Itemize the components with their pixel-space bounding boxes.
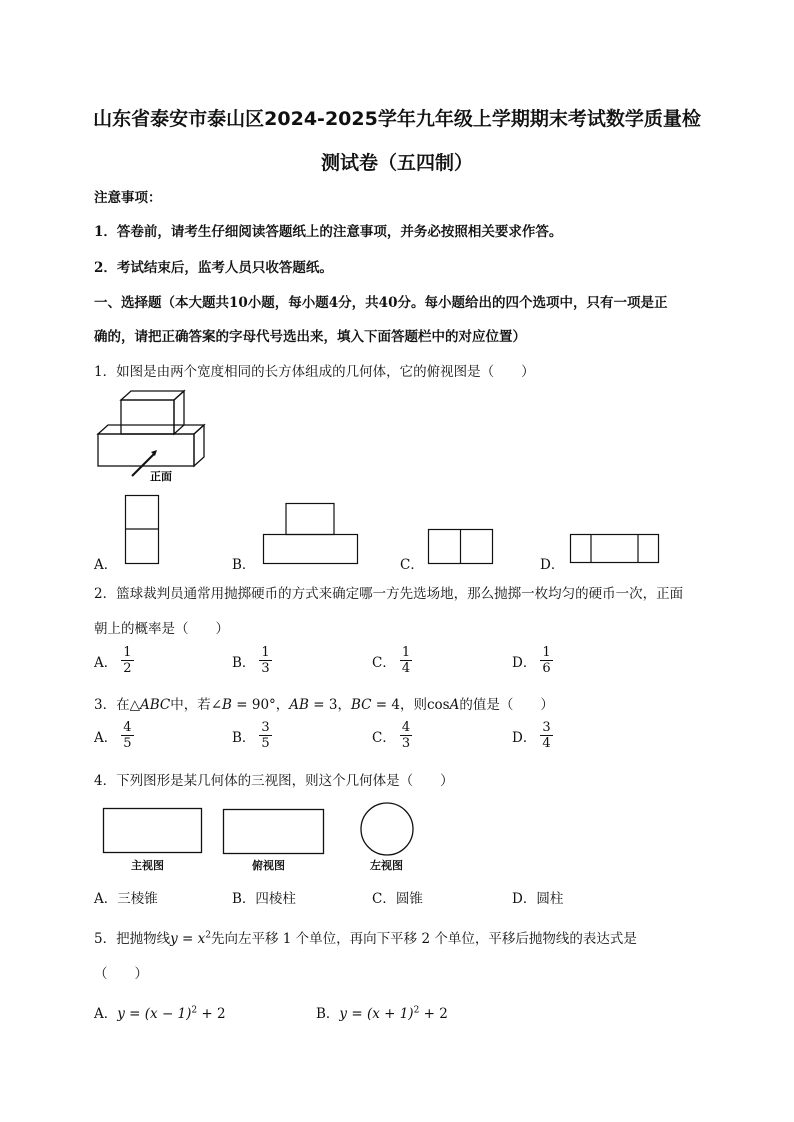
- q2-option-d-fraction: [540, 645, 552, 676]
- q5-option-b: [316, 1002, 448, 1022]
- numerator: 1: [542, 645, 551, 660]
- q1-option-b-label: B．: [232, 557, 256, 573]
- section1-heading-line1: 一、选择题（本大题共10小题，每小题4分，共40分。每小题给出的四个选项中，只有一项是正: [94, 295, 668, 311]
- q5-option-a: [94, 1002, 226, 1022]
- q5-option-a-exponent: 2: [191, 1005, 198, 1016]
- q2-option-c-label: C．: [372, 654, 396, 671]
- q5-var-y: y: [170, 931, 178, 947]
- denominator: 3: [401, 736, 411, 751]
- q1-option-c-label: C．: [400, 557, 424, 573]
- q3-option-a-fraction: [121, 720, 133, 751]
- q4-side-view: [359, 801, 415, 857]
- q3-option-c-label: C．: [372, 729, 396, 746]
- numerator: 1: [261, 645, 270, 660]
- q1-option-c-figure: [427, 528, 495, 566]
- q2-option-b-fraction: [259, 645, 271, 676]
- q5-option-a-expr: y = (x − 1): [117, 1006, 192, 1022]
- q3-option-c: [372, 720, 412, 751]
- q4-option-b: B．四棱柱: [232, 891, 296, 907]
- q4-top-view: [222, 808, 326, 856]
- denominator: 6: [542, 661, 551, 676]
- q1-option-d-label: D．: [540, 557, 565, 573]
- q3-option-c-fraction: [400, 720, 412, 751]
- numerator: 4: [123, 720, 132, 735]
- q3-stem-text: 的值是（ ）: [459, 697, 554, 713]
- q2-option-a-label: A．: [94, 654, 118, 671]
- q3-option-d-fraction: [540, 720, 552, 751]
- q3-stem: [94, 693, 554, 713]
- front-label: 正面: [150, 470, 172, 483]
- q5-option-a-tail: + 2: [197, 1006, 226, 1022]
- q3-option-d: [512, 720, 553, 751]
- q1-option-a-label: A．: [94, 557, 118, 573]
- numerator: 4: [401, 720, 411, 735]
- q2-option-d: [512, 645, 553, 676]
- q4-front-view: [102, 807, 204, 855]
- q3-stem-text: = 90°，: [231, 697, 290, 713]
- numerator: 3: [542, 720, 551, 735]
- q5-stem-line2: （ ）: [94, 966, 148, 982]
- q3-option-d-label: D．: [512, 729, 537, 746]
- q5-option-b-exponent: 2: [413, 1005, 420, 1016]
- q5-option-b-expr: y = (x + 1): [339, 1006, 414, 1022]
- notice-item-1: 1．答卷前，请考生仔细阅读答题纸上的注意事项，并务必按照相关要求作答。: [94, 224, 563, 240]
- q1-stem: 1．如图是由两个宽度相同的长方体组成的几何体，它的俯视图是（ ）: [94, 364, 535, 380]
- page-title-line2: 测试卷（五四制）: [320, 152, 473, 174]
- q2-option-b-label: B．: [232, 654, 256, 671]
- q2-option-d-label: D．: [512, 654, 537, 671]
- q4-option-d: D．圆柱: [512, 891, 564, 907]
- q2-option-c: [372, 645, 412, 676]
- q3-option-a: [94, 720, 134, 751]
- q4-option-a: A．三棱锥: [94, 891, 158, 907]
- q5-option-b-label: B．: [316, 1006, 340, 1022]
- q3-triangle-name: ABC: [139, 697, 171, 713]
- q3-angle-a: A: [449, 697, 460, 713]
- numerator: 1: [401, 645, 411, 660]
- q3-option-b-label: B．: [232, 729, 256, 746]
- q2-option-a-fraction: [121, 645, 133, 676]
- q3-side-ab: AB: [289, 697, 309, 713]
- denominator: 5: [123, 736, 132, 751]
- page-title-line1: 山东省泰安市泰山区2024-2025学年九年级上学期期末考试数学质量检: [93, 108, 701, 130]
- q2-option-a: [94, 645, 134, 676]
- q3-stem-text: 中，若∠: [170, 697, 223, 713]
- q3-option-a-label: A．: [94, 729, 118, 746]
- q3-side-bc: BC: [350, 697, 372, 713]
- notice-heading: 注意事项：: [94, 190, 162, 206]
- q5-stem-line1: [94, 927, 637, 947]
- q1-option-b-figure: [262, 502, 360, 566]
- q5-stem-text: 先向左平移 1 个单位，再向下平移 2 个单位，平移后抛物线的表达式是: [211, 931, 637, 947]
- q5-equals: =: [177, 931, 198, 947]
- q2-stem-line1: 2．篮球裁判员通常用抛掷硬币的方式来确定哪一方先选场地，那么抛掷一枚均匀的硬币一次，正面: [94, 586, 684, 602]
- q3-stem-text: 3．在△: [94, 697, 140, 713]
- numerator: 3: [261, 720, 270, 735]
- q4-option-c: C．圆锥: [372, 891, 423, 907]
- denominator: 4: [401, 661, 411, 676]
- q5-var-x: x: [197, 931, 206, 947]
- q2-stem-line2: 朝上的概率是（ ）: [94, 621, 229, 637]
- section1-heading-line2: 确的，请把正确答案的字母代号选出来，填入下面答题栏中的对应位置）: [94, 329, 526, 345]
- q5-stem-text: 5．把抛物线: [94, 931, 171, 947]
- q1-solid-figure: [94, 386, 214, 486]
- q1-option-d-figure: [569, 533, 661, 565]
- q3-stem-text: = 3，: [308, 697, 351, 713]
- q5-exponent: 2: [205, 930, 211, 941]
- denominator: 3: [261, 661, 270, 676]
- denominator: 4: [542, 736, 551, 751]
- q4-top-view-label: 俯视图: [252, 859, 285, 872]
- q2-option-c-fraction: [400, 645, 412, 676]
- q1-option-a-figure: [124, 494, 160, 566]
- q4-side-view-label: 左视图: [370, 859, 403, 872]
- q3-option-b-fraction: [259, 720, 271, 751]
- q4-front-view-label: 主视图: [131, 859, 164, 872]
- denominator: 5: [261, 736, 270, 751]
- q3-angle-b: B: [222, 697, 232, 713]
- q5-option-a-label: A．: [94, 1006, 118, 1022]
- denominator: 2: [123, 661, 132, 676]
- notice-item-2: 2．考试结束后，监考人员只收答题纸。: [94, 260, 333, 276]
- numerator: 1: [123, 645, 132, 660]
- q3-stem-text: = 4，则cos: [371, 697, 450, 713]
- q3-option-b: [232, 720, 272, 751]
- q5-option-b-tail: + 2: [419, 1006, 448, 1022]
- q2-option-b: [232, 645, 272, 676]
- q4-stem: 4．下列图形是某几何体的三视图，则这个几何体是（ ）: [94, 773, 454, 789]
